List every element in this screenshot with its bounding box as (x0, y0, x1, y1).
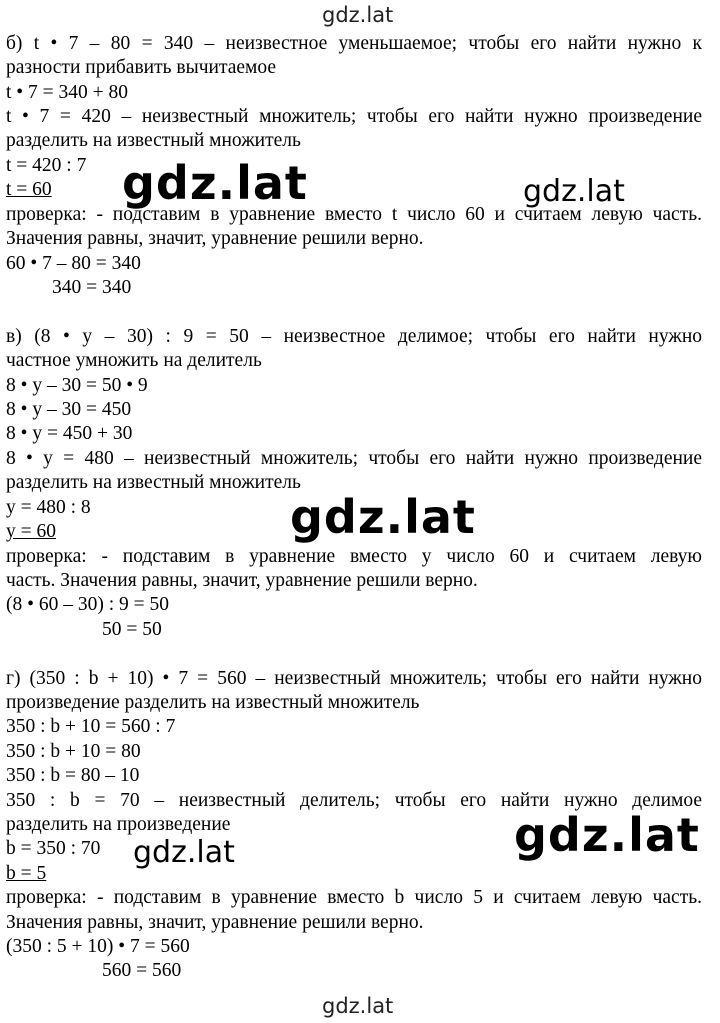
text-line: в) (8 • y – 30) : 9 = 50 – неизвестное делимое; чтобы его найти нужно (6, 326, 702, 347)
watermark-overlay: gdz.lat (514, 808, 700, 862)
text-line: 350 : b = 70 – неизвестный делитель; чтобы его найти нужно делимое (6, 790, 702, 811)
equation-line: 350 : b = 80 – 10 (6, 765, 140, 786)
watermark-top: gdz.lat (322, 3, 394, 27)
equation-line: 350 : b + 10 = 560 : 7 (6, 716, 176, 737)
answer-line: t = 60 (6, 179, 52, 200)
equation-line: 350 : b + 10 = 80 (6, 741, 141, 762)
watermark-bottom: gdz.lat (322, 994, 394, 1018)
watermark-overlay: gdz.lat (290, 490, 476, 544)
equation-line: t • 7 = 340 + 80 (6, 82, 128, 103)
text-line: разности прибавить вычитаемое (6, 57, 277, 78)
equation-line: 560 = 560 (102, 960, 182, 981)
text-line: часть. Значения равны, значит, уравнение решили верно. (6, 570, 478, 591)
equation-line: 8 • y – 30 = 50 • 9 (6, 375, 148, 396)
equation-line: b = 350 : 70 (6, 838, 101, 859)
equation-line: (350 : 5 + 10) • 7 = 560 (6, 936, 190, 957)
text-line: произведение разделить на известный множитель (6, 692, 420, 713)
check-line: проверка: - подставим в уравнение вместо b число 5 и считаем левую часть. (6, 887, 702, 908)
text-line: 8 • y = 480 – неизвестный множитель; чтобы его найти нужно произведение (6, 448, 702, 469)
watermark-overlay: gdz.lat (523, 174, 625, 209)
text-line: t • 7 = 420 – неизвестный множитель; чтобы его найти нужно произведение (6, 106, 702, 127)
check-line: проверка: - подставим в уравнение вместо y число 60 и считаем левую (6, 546, 702, 567)
text-line: Значения равны, значит, уравнение решили верно. (6, 228, 424, 249)
text-line: частное умножить на делитель (6, 350, 262, 371)
equation-line: 8 • y – 30 = 450 (6, 399, 132, 420)
text-line: Значения равны, значит, уравнение решили верно. (6, 912, 424, 933)
watermark-overlay: gdz.lat (133, 835, 235, 870)
text-line: разделить на произведение (6, 814, 231, 835)
equation-line: (8 • 60 – 30) : 9 = 50 (6, 594, 169, 615)
text-line: б) t • 7 – 80 = 340 – неизвестное уменьшаемое; чтобы его найти нужно к (6, 33, 702, 54)
answer-line: b = 5 (6, 863, 47, 884)
equation-line: t = 420 : 7 (6, 155, 87, 176)
text-line: разделить на известный множитель (6, 130, 301, 151)
equation-line: y = 480 : 8 (6, 497, 91, 518)
watermark-overlay: gdz.lat (122, 156, 308, 210)
equation-line: 50 = 50 (102, 619, 162, 640)
answer-line: y = 60 (6, 521, 56, 542)
text-line: разделить на известный множитель (6, 472, 301, 493)
equation-line: 340 = 340 (52, 277, 132, 298)
equation-line: 60 • 7 – 80 = 340 (6, 253, 141, 274)
equation-line: 8 • y = 450 + 30 (6, 423, 133, 444)
text-line: г) (350 : b + 10) • 7 = 560 – неизвестный множитель; чтобы его найти нужно (6, 668, 702, 689)
check-line: проверка: - подставим в уравнение вместо t число 60 и считаем левую часть. (6, 204, 702, 225)
